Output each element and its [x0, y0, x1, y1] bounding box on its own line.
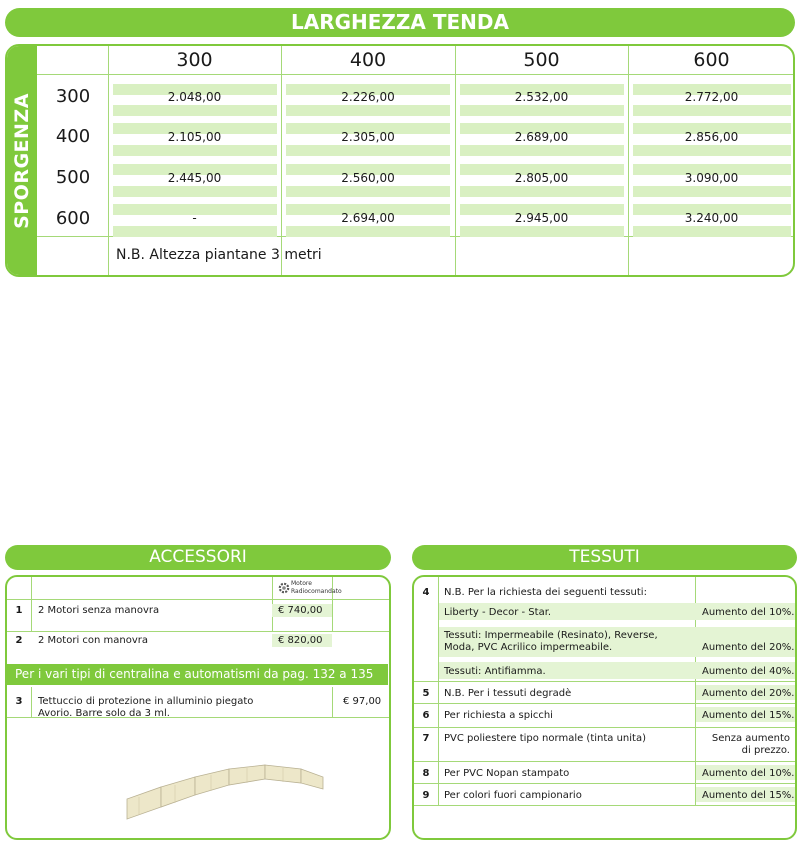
grid-line	[37, 74, 795, 75]
item-description: Tettuccio di protezione in alluminio piegato Avorio. Barre solo da 3 ml.	[38, 696, 254, 719]
price-cell: 2.305,00	[341, 130, 395, 144]
accessori-panel	[5, 575, 391, 840]
price-cell: 2.689,00	[514, 130, 569, 144]
item-price: € 97,00	[343, 696, 382, 707]
row-header: 500	[55, 167, 91, 188]
grid-line	[414, 681, 797, 682]
price-increase: Aumento del 20%.	[702, 688, 795, 699]
item-description: Per richiesta a spicchi	[444, 710, 553, 721]
tessuti-title: TESSUTI	[412, 545, 797, 570]
item-number: 8	[422, 768, 430, 779]
price-cell: 2.945,00	[514, 211, 569, 225]
grid-line	[108, 46, 109, 275]
motor-label: Motore Radiocomandato	[291, 580, 342, 595]
item-description: N.B. Per i tessuti degradè	[444, 688, 572, 699]
price-cell: -	[192, 211, 197, 225]
item-number: 9	[422, 790, 430, 801]
price-cell: 2.856,00	[684, 130, 739, 144]
item-number: 7	[422, 733, 430, 744]
price-increase: Aumento del 10%.	[702, 768, 795, 779]
item-price: € 820,00	[278, 635, 323, 646]
item-description: Per PVC Nopan stampato	[444, 768, 570, 779]
row-header: 400	[55, 126, 91, 147]
price-cell: 2.048,00	[167, 90, 222, 104]
item-description: 2 Motori con manovra	[38, 635, 149, 646]
fabric-group: Tessuti: Antifiamma.	[444, 666, 546, 677]
column-header: 500	[523, 49, 560, 71]
item-number: 6	[422, 710, 430, 721]
motor-gear-icon	[277, 580, 291, 594]
height-note: N.B. Altezza piantane 3 metri	[116, 247, 322, 263]
price-cell: 2.694,00	[341, 211, 395, 225]
grid-line	[7, 631, 391, 632]
canopy-illustration	[125, 763, 325, 823]
grid-line	[414, 805, 797, 806]
accessori-title: ACCESSORI	[5, 545, 391, 570]
grid-line	[332, 687, 333, 717]
column-header: 400	[349, 49, 387, 71]
price-cell: 3.240,00	[684, 211, 739, 225]
grid-line	[281, 46, 282, 275]
automation-banner: Per i vari tipi di centralina e automatismi da pag. 132 a 135	[7, 664, 388, 685]
item-number: 1	[15, 605, 23, 616]
price-cell: 3.090,00	[684, 171, 739, 185]
price-increase: Aumento del 20%.	[702, 642, 795, 653]
grid-line	[7, 599, 391, 600]
column-header: 600	[693, 49, 730, 71]
price-cell: 2.445,00	[167, 171, 222, 185]
grid-line	[414, 761, 797, 762]
item-number: 3	[15, 696, 23, 707]
grid-line	[31, 577, 32, 632]
item-description: Per colori fuori campionario	[444, 790, 582, 801]
price-table-title: LARGHEZZA TENDA	[5, 8, 795, 37]
fabric-group: Liberty - Decor - Star.	[444, 607, 552, 618]
price-cell: 2.105,00	[167, 130, 222, 144]
item-description: 2 Motori senza manovra	[38, 605, 160, 616]
price-increase: Aumento del 40%.	[702, 666, 795, 677]
column-header: 300	[176, 49, 213, 71]
grid-line	[414, 703, 797, 704]
price-cell: 2.805,00	[514, 171, 569, 185]
item-description: PVC poliestere tipo normale (tinta unita)	[444, 733, 646, 744]
grid-line	[31, 687, 32, 717]
item-number: 2	[15, 635, 23, 646]
item-number: 4	[422, 587, 430, 598]
item-price: € 740,00	[278, 605, 323, 616]
price-cell: 2.560,00	[341, 171, 395, 185]
price-increase: Aumento del 10%.	[702, 607, 795, 618]
item-description: N.B. Per la richiesta dei seguenti tessuti:	[444, 587, 647, 598]
grid-line	[455, 46, 456, 275]
row-header: 600	[55, 208, 91, 229]
price-cell: 2.772,00	[684, 90, 739, 104]
tessuti-panel	[412, 575, 797, 840]
price-cell: 2.532,00	[514, 90, 569, 104]
price-increase: Aumento del 15%.	[702, 710, 795, 721]
price-table	[5, 44, 795, 277]
price-increase: Senza aumento di prezzo.	[711, 733, 790, 756]
fabric-group: Tessuti: Impermeabile (Resinato), Reverse, Moda, PVC Acrilico impermeabile.	[444, 630, 658, 653]
grid-line	[414, 783, 797, 784]
grid-line	[628, 46, 629, 275]
price-increase: Aumento del 15%.	[702, 790, 795, 801]
side-label: SPORGENZA	[11, 93, 33, 229]
item-number: 5	[422, 688, 430, 699]
row-header: 300	[55, 86, 91, 107]
grid-line	[414, 727, 797, 728]
price-cell: 2.226,00	[341, 90, 395, 104]
